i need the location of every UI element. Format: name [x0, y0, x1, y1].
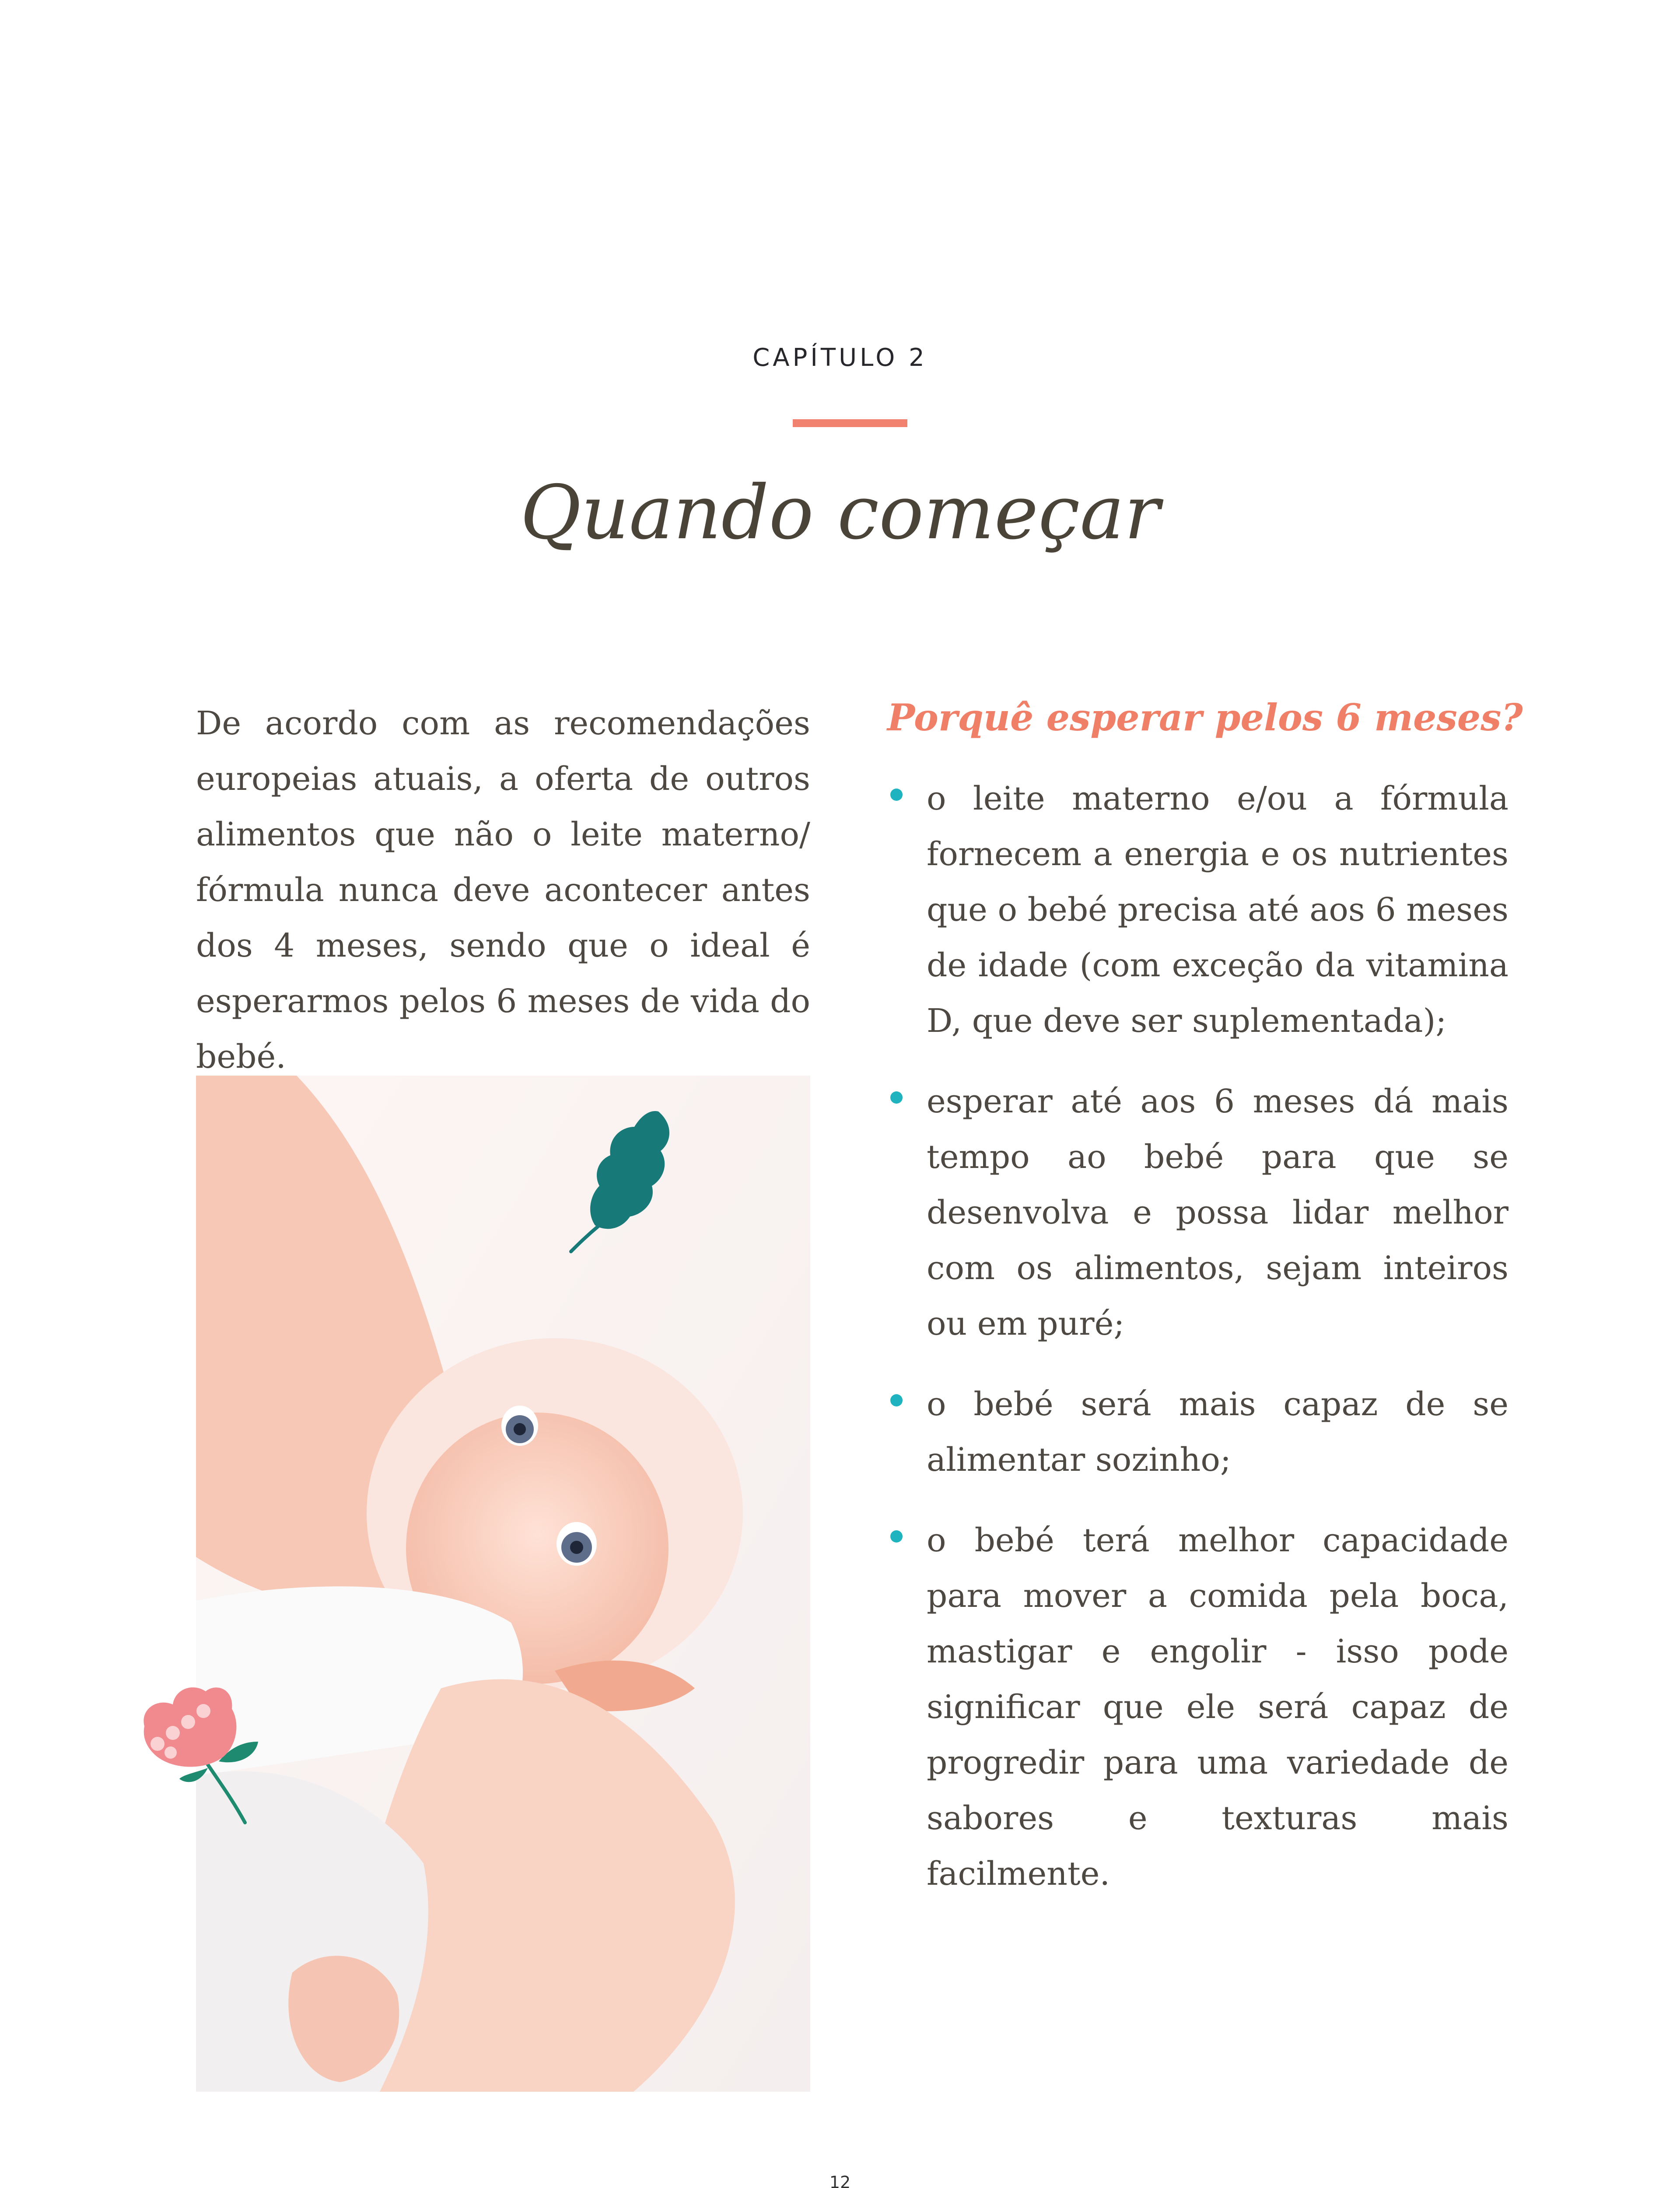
leaf-icon [569, 1107, 678, 1256]
page-number: 12 [829, 2173, 851, 2188]
list-item-text: o bebé será mais capaz de se alimentar sozinho; [927, 1385, 1508, 1479]
chapter-label: CAPÍTULO 2 [752, 344, 928, 372]
list-item-text: esperar até aos 6 meses dá mais tempo ao bebé para que se desenvolva e possa lidar melhor com os alimentos, sejam inteiros ou em puré; [927, 1083, 1508, 1343]
bullet-dot-icon [890, 1091, 903, 1104]
list-item-text: o bebé terá melhor capacidade para mover a comida pela boca, mastigar e engolir - isso pode significar que ele será capaz de progredir para uma variedade de sabores e texturas mais facilmente. [927, 1522, 1508, 1893]
bullet-dot-icon [890, 789, 903, 801]
section-title: Porquê esperar pelos 6 meses? [887, 696, 1523, 739]
list-item [887, 771, 1508, 1049]
bullet-dot-icon [890, 1394, 903, 1406]
bullet-dot-icon [890, 1530, 903, 1543]
breastfeeding-photo [196, 1076, 810, 2092]
page-title: Quando começar [520, 470, 1160, 556]
flower-icon [131, 1667, 271, 1829]
list-item [887, 1513, 1508, 1902]
reasons-list [887, 771, 1508, 1927]
list-item [887, 1377, 1508, 1488]
intro-paragraph: De acordo com as recomendações europeias atuais, a oferta de outros alimentos que não o leite materno/ fórmula nunca deve acontecer antes dos 4 meses, sendo que o ideal é esperarmos pelos 6 meses de vida do bebé. [196, 705, 810, 1076]
list-item [887, 1074, 1508, 1352]
list-item-text: o leite materno e/ou a fórmula fornecem a energia e os nutrientes que o bebé precisa até aos 6 meses de idade (com exceção da vitamina D, que deve ser suplementada); [927, 780, 1508, 1040]
chapter-divider [793, 419, 907, 427]
